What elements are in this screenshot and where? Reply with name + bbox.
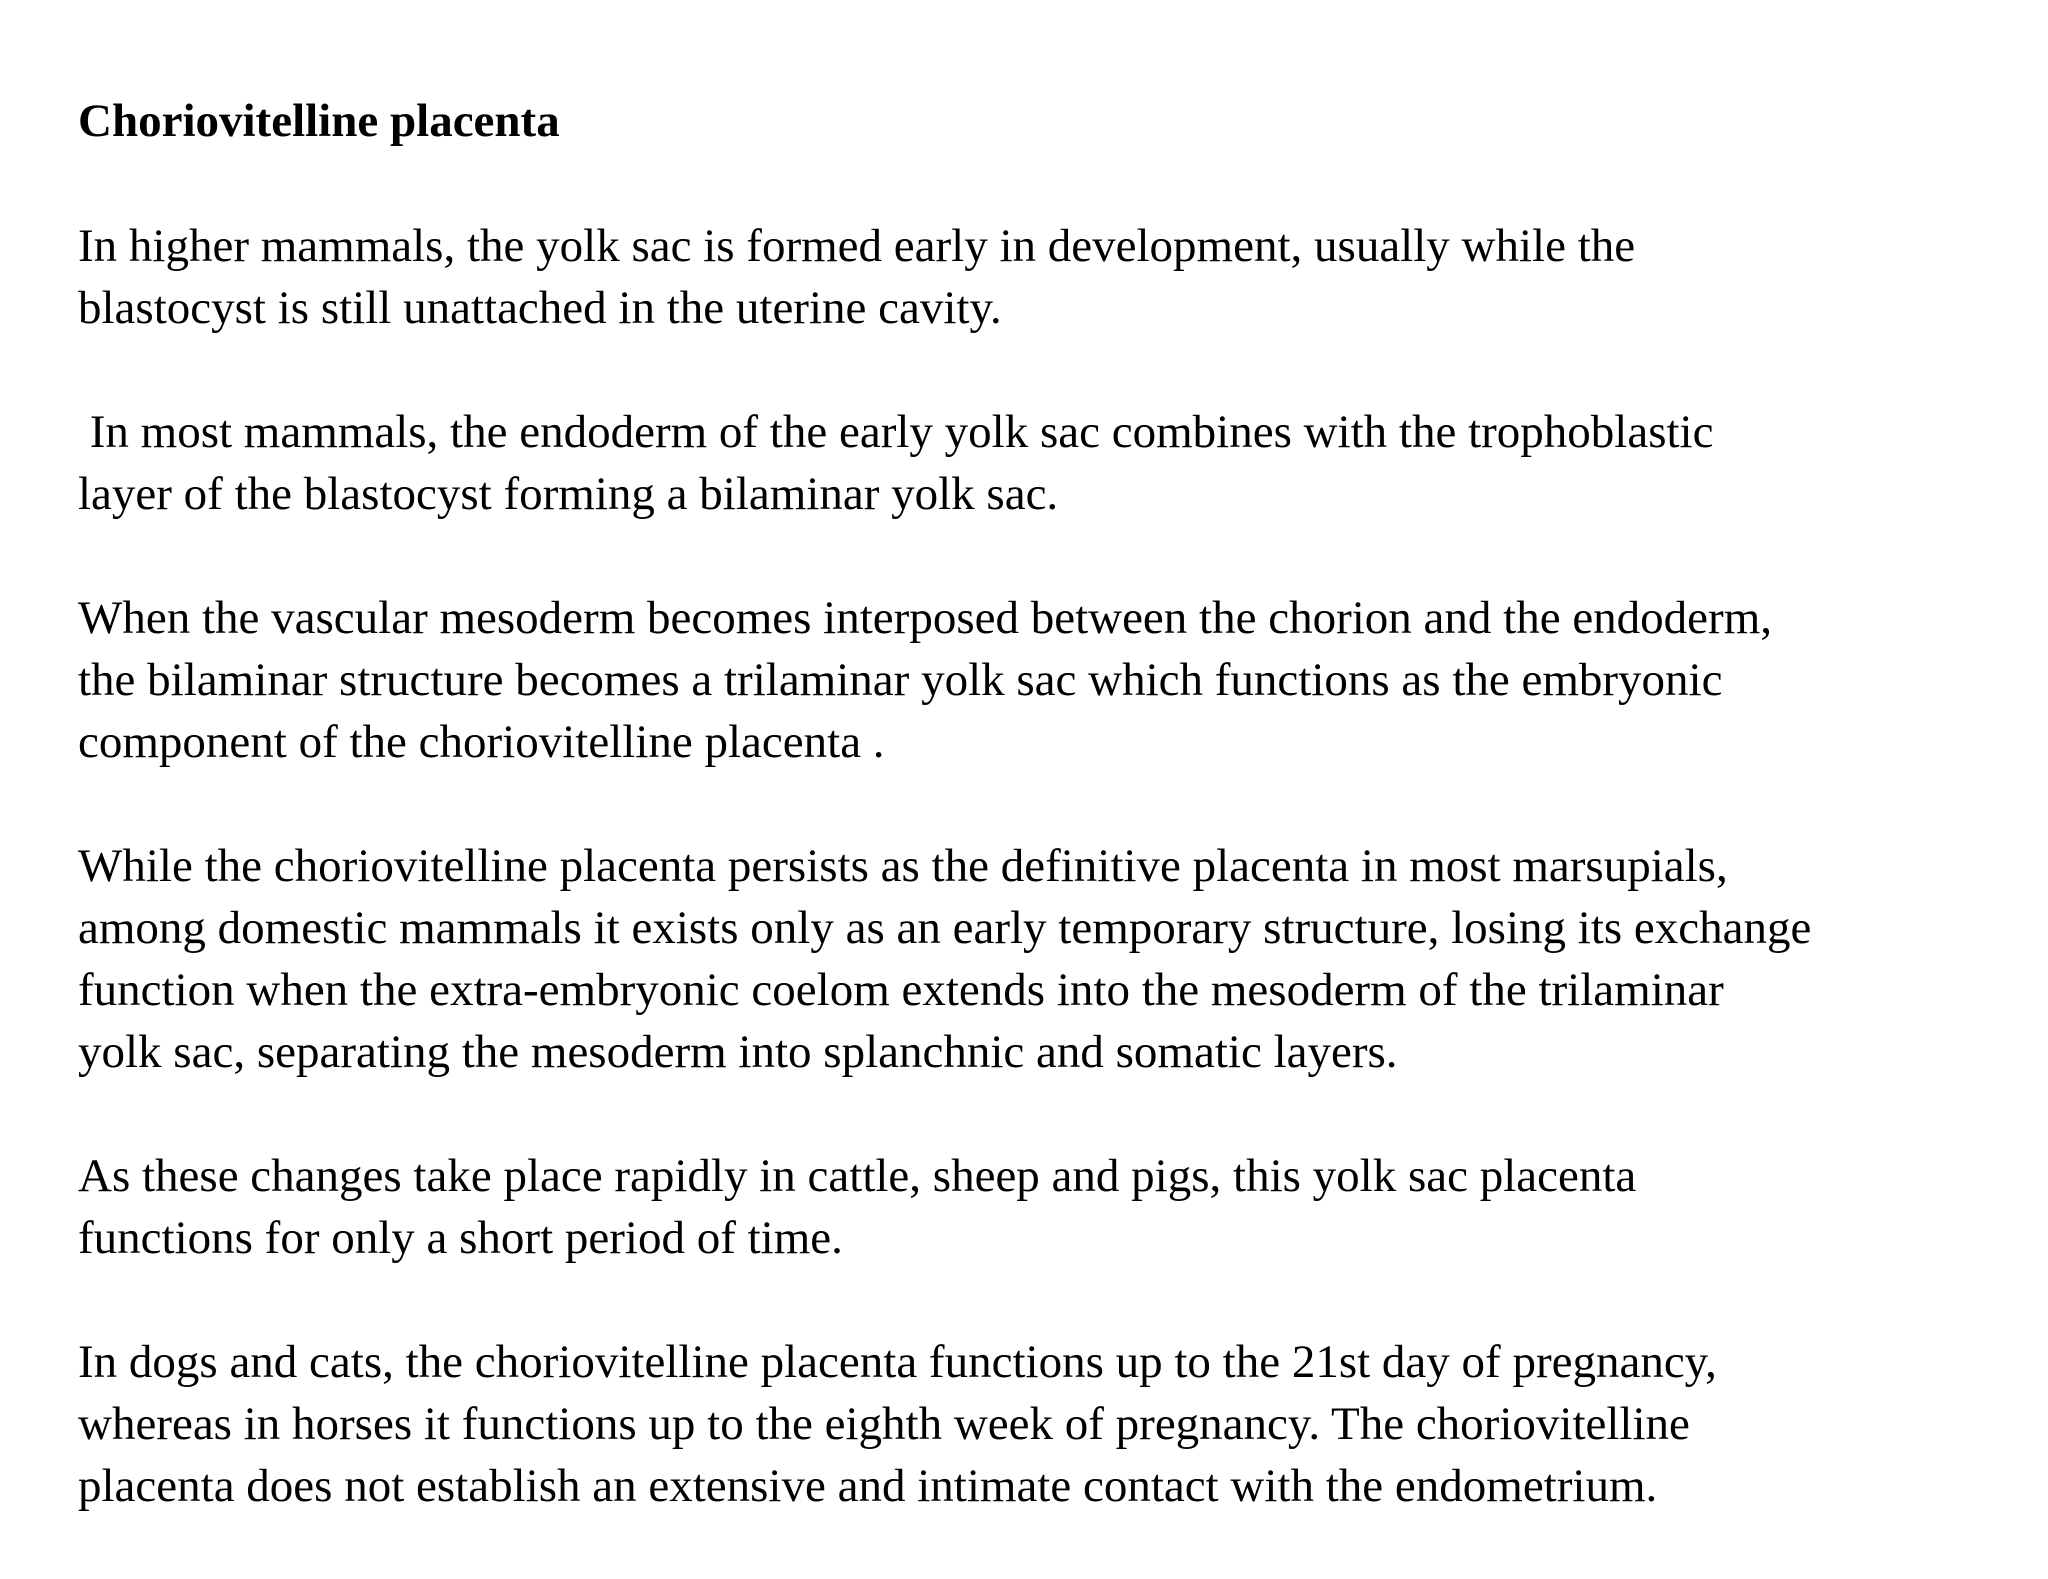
paragraph-trilaminar-yolk-sac [78,587,2018,773]
paragraph-line: In higher mammals, the yolk sac is formed early in development, usually while the [78,220,1636,272]
paragraph-dogs-cats-horses [78,1331,2018,1517]
paragraph-line: whereas in horses it functions up to the eighth week of pregnancy. The choriovitelline [78,1398,1690,1450]
paragraph-line: among domestic mammals it exists only as an early temporary structure, losing its exchange [78,902,1812,954]
paragraph-line: As these changes take place rapidly in cattle, sheep and pigs, this yolk sac placenta [78,1150,1637,1202]
paragraph-line: layer of the blastocyst forming a bilaminar yolk sac. [78,468,1059,520]
paragraph-line: yolk sac, separating the mesoderm into splanchnic and somatic layers. [78,1026,1398,1078]
paragraph-yolk-sac-formation [78,215,2018,339]
paragraph-line: placenta does not establish an extensive and intimate contact with the endometrium. [78,1460,1658,1512]
paragraph-line: functions for only a short period of time. [78,1212,843,1264]
paragraph-line: component of the choriovitelline placenta . [78,716,885,768]
paragraph-line: function when the extra-embryonic coelom extends into the mesoderm of the trilaminar [78,964,1724,1016]
paragraph-line: In most mammals, the endoderm of the early yolk sac combines with the trophoblastic [78,406,1714,458]
document-page [78,90,2018,1579]
paragraph-line: While the choriovitelline placenta persists as the definitive placenta in most marsupials, [78,840,1728,892]
paragraph-line: When the vascular mesoderm becomes interposed between the chorion and the endoderm, [78,592,1772,644]
paragraph-line: In dogs and cats, the choriovitelline placenta functions up to the 21st day of pregnancy, [78,1336,1717,1388]
paragraph-marsupials-domestic [78,835,2018,1083]
paragraph-cattle-sheep-pigs [78,1145,2018,1269]
paragraph-bilaminar-yolk-sac [78,401,2018,525]
paragraph-line: blastocyst is still unattached in the uterine cavity. [78,282,1002,334]
paragraph-line: the bilaminar structure becomes a trilaminar yolk sac which functions as the embryonic [78,654,1723,706]
document-title: Choriovitelline placenta [78,95,560,147]
